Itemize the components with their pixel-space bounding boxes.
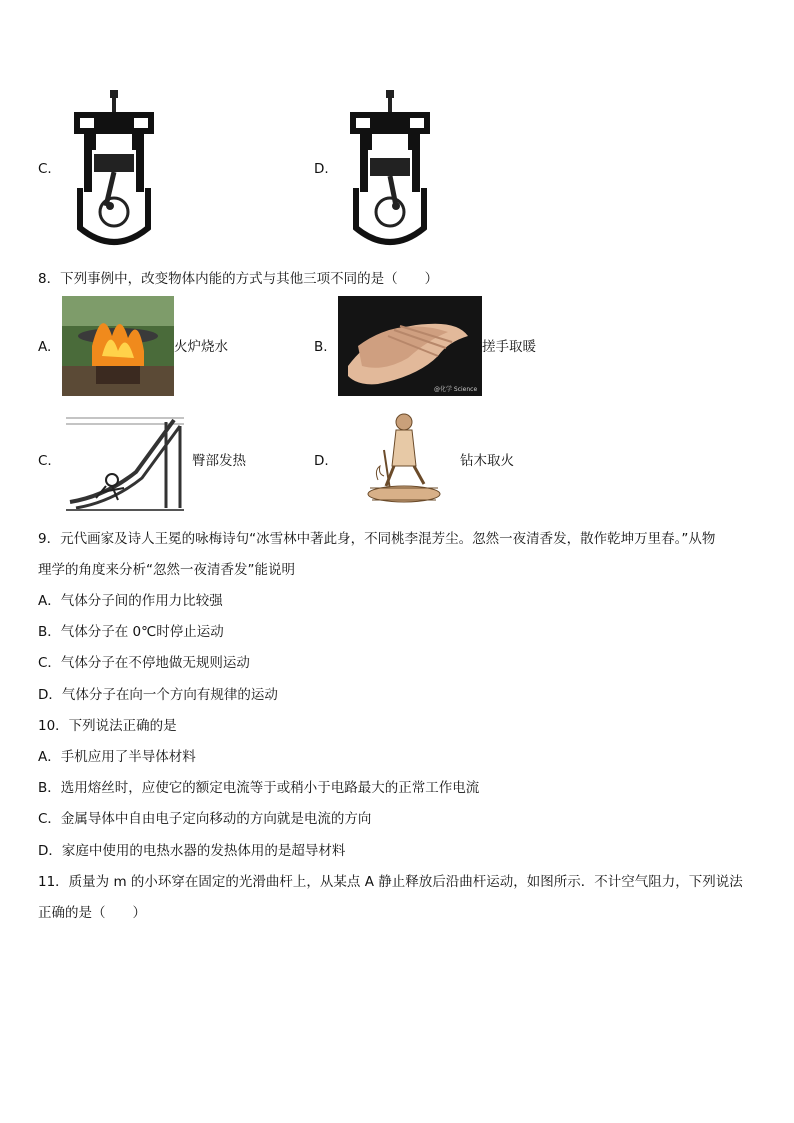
q9-stem-line2: 理学的角度来分析“忽然一夜清香发”能说明: [38, 562, 295, 578]
drilling-wood-fire-drawing: [360, 410, 446, 508]
q8-option-b-letter: B.: [314, 339, 328, 355]
q8-stem: 8．下列事例中，改变物体内能的方式与其他三项不同的是（ ）: [38, 271, 439, 287]
rubbing-hands-photo: [338, 296, 482, 396]
q7-option-d-engine-diagram: [342, 88, 438, 248]
q10-option-c: C．金属导体中自由电子定向移动的方向就是电流的方向: [38, 811, 372, 827]
q7-option-c-engine-diagram: [66, 88, 162, 248]
q10-option-d: D．家庭中使用的电热水器的发热体用的是超导材料: [38, 843, 346, 859]
q8-option-d-letter: D.: [314, 453, 329, 469]
q9-option-d: D．气体分子在向一个方向有规律的运动: [38, 687, 278, 703]
q7-option-d-label: D.: [314, 161, 329, 177]
q11-stem-line1: 11．质量为 m 的小环穿在固定的光滑曲杆上，从某点 A 静止释放后沿曲杆运动，如图所示．不计空气阻力，下列说法: [38, 874, 743, 890]
q9-stem-line1: 9．元代画家及诗人王冕的咏梅诗句“冰雪林中著此身，不同桃李混芳尘。忽然一夜清香发，散作乾坤万里春。”从物: [38, 531, 716, 547]
q8-option-a-letter: A.: [38, 339, 52, 355]
q10-option-b: B．选用熔丝时，应使它的额定电流等于或稍小于电路最大的正常工作电流: [38, 780, 480, 796]
q9-option-b: B．气体分子在 0℃时停止运动: [38, 624, 224, 640]
q8-option-c-caption: 臀部发热: [192, 453, 246, 469]
q10-stem: 10．下列说法正确的是: [38, 718, 177, 734]
q10-option-a: A．手机应用了半导体材料: [38, 749, 196, 765]
q9-option-c: C．气体分子在不停地做无规则运动: [38, 655, 250, 671]
photo-watermark: @化学 Science: [434, 386, 478, 393]
q11-stem-line2: 正确的是（ ）: [38, 905, 146, 921]
slide-drawing: [66, 412, 184, 512]
q9-option-a: A．气体分子间的作用力比较强: [38, 593, 223, 609]
fire-pot-photo: [62, 296, 174, 396]
q8-option-b-caption: 搓手取暖: [482, 339, 536, 355]
q8-option-c-letter: C.: [38, 453, 52, 469]
q8-option-d-caption: 钻木取火: [460, 453, 514, 469]
q8-option-a-caption: 火炉烧水: [174, 339, 228, 355]
q7-option-c-label: C.: [38, 161, 52, 177]
